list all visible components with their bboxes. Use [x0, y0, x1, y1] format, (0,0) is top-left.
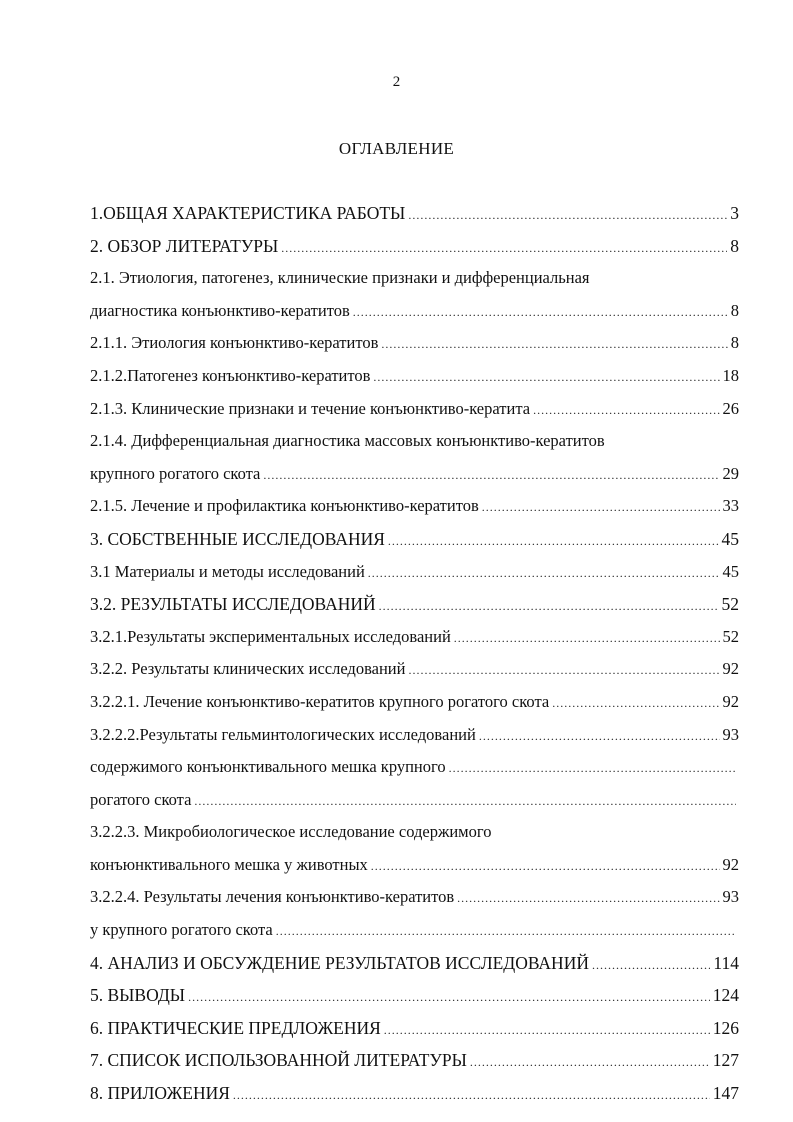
toc-entry-page: 124	[712, 985, 739, 1006]
toc-dot-leader	[482, 491, 720, 524]
toc-entry	[90, 327, 739, 360]
toc-entry-title: 3.2.1.Результаты экспериментальных исследований	[90, 626, 451, 646]
toc-dot-leader	[233, 1079, 710, 1112]
toc-entry-title: у крупного рогатого скота	[90, 920, 273, 940]
toc-entry-page: 114	[713, 952, 739, 973]
toc-dot-leader	[533, 394, 719, 427]
toc-entry-title: 2.1.4. Дифференциальная диагностика массовых конъюнктиво-кератитов	[90, 431, 605, 451]
toc-entry	[90, 523, 739, 556]
toc-entry-page: 8	[730, 333, 739, 353]
toc-entry-title: 3.2. РЕЗУЛЬТАТЫ ИССЛЕДОВАНИЙ	[90, 594, 376, 615]
toc-entry-title: 3.2.2. Результаты клинических исследований	[90, 659, 406, 679]
toc-entry-title: 3.2.2.4. Результаты лечения конъюнктиво-кератитов	[90, 887, 455, 907]
toc-entry-title: 8. ПРИЛОЖЕНИЯ	[90, 1083, 230, 1104]
toc-dot-leader	[371, 850, 720, 883]
toc-entry	[90, 1044, 739, 1077]
toc-entry-title: 3. СОБСТВЕННЫЕ ИССЛЕДОВАНИЯ	[90, 528, 385, 549]
toc-dot-leader	[408, 654, 719, 687]
toc-dot-leader	[457, 882, 719, 915]
toc-dot-leader	[188, 981, 710, 1014]
toc-entry	[90, 197, 739, 230]
toc-dot-leader	[263, 459, 719, 492]
toc-entry-title: 3.2.2.1. Лечение конъюнктиво-кератитов крупного рогатого скота	[90, 691, 550, 711]
toc-entry	[90, 425, 739, 458]
toc-entry-page: 8	[730, 235, 739, 256]
toc-entry-title: 6. ПРАКТИЧЕСКИЕ ПРЕДЛОЖЕНИЯ	[90, 1017, 381, 1038]
toc-entry-page: 126	[712, 1017, 739, 1038]
toc-entry-page: 33	[722, 496, 739, 516]
toc-dot-leader	[388, 525, 719, 558]
toc-entry	[90, 262, 739, 295]
toc-entry	[90, 751, 739, 784]
toc-entry	[90, 556, 739, 589]
toc-entry-page: 93	[722, 724, 739, 744]
toc-dot-leader	[373, 361, 719, 394]
toc-dot-leader	[408, 199, 727, 232]
toc-entry-title: 3.2.2.3. Микробиологическое исследование содержимого	[90, 822, 492, 842]
toc-dot-leader	[194, 785, 736, 818]
toc-entry-page: 3	[730, 203, 739, 223]
toc-entry	[90, 458, 739, 491]
toc-entry	[90, 295, 739, 328]
toc-entry	[90, 621, 739, 654]
toc-entry	[90, 360, 739, 393]
toc-entry-page: 147	[712, 1083, 739, 1104]
toc-entry-title: конъюнктивального мешка у животных	[90, 854, 368, 874]
toc-entry-page: 18	[722, 365, 739, 385]
toc-entry-page: 93	[722, 887, 739, 907]
toc-entry-title: 2.1.5. Лечение и профилактика конъюнктиво-кератитов	[90, 496, 479, 516]
toc-entry-title: содержимого конъюнктивального мешка крупного	[90, 757, 446, 777]
toc-dot-leader	[276, 915, 736, 948]
toc-entry-page: 29	[722, 463, 739, 483]
toc-entry-title: крупного рогатого скота	[90, 463, 261, 483]
toc-entry	[90, 881, 739, 914]
toc-entry	[90, 393, 739, 426]
toc-dot-leader	[470, 1046, 710, 1079]
toc-entry-page: 92	[722, 854, 739, 874]
toc-entry-page: 92	[722, 691, 739, 711]
toc-entry-page: 8	[730, 300, 739, 320]
toc-dot-leader	[368, 557, 720, 590]
toc-entry-title: 1.ОБЩАЯ ХАРАКТЕРИСТИКА РАБОТЫ	[90, 203, 406, 223]
toc-entry	[90, 784, 739, 817]
toc-dot-leader	[592, 949, 710, 982]
toc-entry	[90, 1077, 739, 1110]
toc-entry-title: рогатого скота	[90, 789, 192, 809]
toc-entry	[90, 816, 739, 849]
toc-entry	[90, 719, 739, 752]
toc-entry-page: 45	[721, 528, 739, 549]
toc-entry-page: 52	[722, 626, 739, 646]
toc-entry	[90, 849, 739, 882]
toc-entry-title: диагностика конъюнктиво-кератитов	[90, 300, 350, 320]
toc-entry-page: 127	[712, 1050, 739, 1071]
toc-entry-title: 2.1.3. Клинические признаки и течение конъюнктиво-кератита	[90, 398, 531, 418]
toc-entry-title: 3.2.2.2.Результаты гельминтологических исследований	[90, 724, 476, 744]
toc-entry	[90, 979, 739, 1012]
toc-entry-title: 2. ОБЗОР ЛИТЕРАТУРЫ	[90, 235, 279, 256]
toc-entry-page: 52	[721, 594, 739, 615]
toc-entry	[90, 947, 739, 980]
toc-dot-leader	[454, 622, 720, 655]
toc-dot-leader	[479, 720, 720, 753]
toc-entry	[90, 1012, 739, 1045]
toc-entry-page: 26	[722, 398, 739, 418]
page-number: 2	[392, 74, 401, 90]
toc-entry-title: 2.1.2.Патогенез конъюнктиво-кератитов	[90, 365, 371, 385]
page-title: ОГЛАВЛЕНИЕ	[338, 139, 455, 158]
toc-entry-page: 92	[722, 659, 739, 679]
toc-entry-page: 45	[722, 561, 739, 581]
table-of-contents	[90, 197, 739, 1110]
toc-entry	[90, 588, 739, 621]
toc-dot-leader	[552, 687, 719, 720]
toc-dot-leader	[353, 296, 728, 329]
toc-entry-title: 2.1.1. Этиология конъюнктиво-кератитов	[90, 333, 379, 353]
toc-dot-leader	[281, 232, 727, 265]
toc-entry	[90, 653, 739, 686]
toc-dot-leader	[449, 752, 736, 785]
toc-entry	[90, 914, 739, 947]
toc-entry-title: 4. АНАЛИЗ И ОБСУЖДЕНИЕ РЕЗУЛЬТАТОВ ИССЛЕДОВАНИЙ	[90, 952, 589, 973]
toc-entry	[90, 686, 739, 719]
toc-dot-leader	[379, 590, 719, 623]
toc-entry-title: 3.1 Материалы и методы исследований	[90, 561, 365, 581]
toc-dot-leader	[384, 1014, 710, 1047]
toc-entry	[90, 230, 739, 263]
toc-entry-title: 7. СПИСОК ИСПОЛЬЗОВАННОЙ ЛИТЕРАТУРЫ	[90, 1050, 467, 1071]
toc-dot-leader	[381, 328, 727, 361]
toc-entry	[90, 490, 739, 523]
toc-entry-title: 5. ВЫВОДЫ	[90, 985, 186, 1006]
toc-entry-title: 2.1. Этиология, патогенез, клинические признаки и дифференциальная	[90, 268, 590, 288]
